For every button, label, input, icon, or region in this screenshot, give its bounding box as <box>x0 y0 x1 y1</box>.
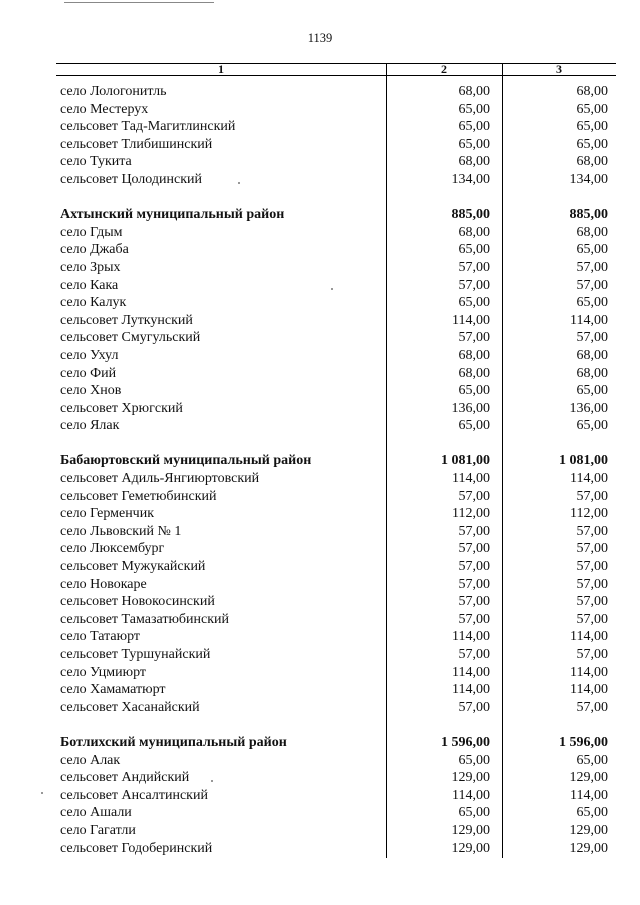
row-value-col3: 114,00 <box>570 629 608 645</box>
row-value-col3: 114,00 <box>570 664 608 680</box>
row-name: сельсовет Андийский <box>60 770 190 786</box>
table-row <box>56 329 616 347</box>
row-name: село Ашали <box>60 805 132 821</box>
table-row <box>56 523 616 541</box>
row-value-col2: 65,00 <box>458 101 490 117</box>
table-row <box>56 505 616 523</box>
row-value-col3: 57,00 <box>576 541 608 557</box>
table-row <box>56 224 616 242</box>
row-value-col3: 114,00 <box>570 471 608 487</box>
row-value-col2: 112,00 <box>452 506 490 522</box>
table-row <box>56 558 616 576</box>
table-row <box>56 400 616 418</box>
row-value-col2: 57,00 <box>458 277 490 293</box>
row-value-col2: 65,00 <box>458 295 490 311</box>
district-total-row <box>56 452 616 470</box>
row-value-col2: 57,00 <box>458 699 490 715</box>
row-name: сельсовет Годоберинский <box>60 840 213 856</box>
table-row <box>56 488 616 506</box>
row-value-col3: 65,00 <box>576 418 608 434</box>
table-row <box>56 365 616 383</box>
row-value-col2: 885,00 <box>451 207 490 223</box>
row-value-col2: 57,00 <box>458 611 490 627</box>
row-name: село Герменчик <box>60 506 155 522</box>
row-name: сельсовет Туршунайский <box>60 647 211 662</box>
table-row <box>56 804 616 822</box>
row-value-col3: 129,00 <box>569 770 608 786</box>
row-name: сельсовет Луткунский <box>60 312 193 328</box>
table-row <box>56 699 616 717</box>
row-name: село Гдым <box>60 224 123 240</box>
row-value-col3: 136,00 <box>569 400 608 416</box>
row-name: село Львовский № 1 <box>60 523 182 539</box>
row-value-col3: 114,00 <box>570 312 608 328</box>
row-value-col3: 65,00 <box>576 805 608 821</box>
scan-speck <box>238 182 240 184</box>
table-body <box>56 83 616 857</box>
table-spacer-row <box>56 435 616 453</box>
row-value-col3: 68,00 <box>576 154 608 170</box>
row-value-col3: 68,00 <box>576 347 608 363</box>
page-number: 1139 <box>307 31 333 45</box>
scan-speck <box>41 792 43 794</box>
row-value-col3: 57,00 <box>576 647 608 662</box>
row-name: сельсовет Адиль-Янгиюртовский <box>60 471 260 487</box>
row-name: село Татаюрт <box>60 629 141 645</box>
row-name: сельсовет Мужукайский <box>60 559 206 575</box>
table-row <box>56 593 616 611</box>
row-name: село Лологонитль <box>60 84 167 99</box>
row-value-col2: 57,00 <box>458 559 490 575</box>
row-name: село Уцмиюрт <box>60 664 147 680</box>
row-value-col2: 68,00 <box>458 224 490 240</box>
row-value-col2: 65,00 <box>458 119 490 135</box>
table-row <box>56 382 616 400</box>
district-total-row <box>56 734 616 752</box>
row-name: село Ухул <box>60 347 119 363</box>
table-row <box>56 576 616 594</box>
row-name: село Новокаре <box>60 576 147 592</box>
row-value-col2: 129,00 <box>451 840 490 856</box>
row-value-col3: 68,00 <box>576 224 608 240</box>
row-name: сельсовет Смугульский <box>60 330 201 346</box>
table-row <box>56 101 616 119</box>
table-row <box>56 840 616 858</box>
row-name: село Зрых <box>60 259 121 275</box>
row-value-col3: 57,00 <box>576 488 608 504</box>
row-value-col2: 57,00 <box>458 576 490 592</box>
row-value-col2: 129,00 <box>451 822 490 838</box>
row-value-col3: 1 081,00 <box>559 453 608 469</box>
table-row <box>56 417 616 435</box>
row-value-col2: 114,00 <box>452 312 490 328</box>
district-total-row <box>56 206 616 224</box>
column-header-3: 3 <box>556 62 562 76</box>
row-value-col2: 68,00 <box>458 365 490 381</box>
row-name: село Люксембург <box>60 541 165 557</box>
row-name: село Местерух <box>60 101 149 117</box>
row-name: сельсовет Хрюгский <box>60 400 183 416</box>
allocation-table <box>56 63 616 863</box>
row-value-col2: 114,00 <box>452 664 490 680</box>
row-value-col3: 65,00 <box>576 119 608 135</box>
table-row <box>56 470 616 488</box>
row-name: сельсовет Хасанайский <box>60 699 200 715</box>
table-row <box>56 259 616 277</box>
row-value-col2: 57,00 <box>458 594 490 610</box>
row-name: село Хамаматюрт <box>60 682 166 698</box>
row-value-col3: 65,00 <box>576 295 608 311</box>
row-value-col3: 57,00 <box>576 699 608 715</box>
scan-edge-line <box>64 2 214 3</box>
row-value-col2: 57,00 <box>458 259 490 275</box>
row-value-col3: 57,00 <box>576 259 608 275</box>
row-value-col2: 134,00 <box>451 171 490 187</box>
row-name: Бабаюртовский муниципальный район <box>60 453 312 469</box>
row-value-col2: 68,00 <box>458 84 490 99</box>
scan-speck <box>331 288 333 290</box>
row-value-col2: 57,00 <box>458 541 490 557</box>
row-name: село Кака <box>60 277 119 293</box>
table-row <box>56 277 616 295</box>
row-name: сельсовет Геметюбинский <box>60 488 217 504</box>
row-value-col3: 65,00 <box>576 752 608 768</box>
row-value-col2: 57,00 <box>458 647 490 662</box>
row-value-col2: 65,00 <box>458 383 490 399</box>
row-name: село Хнов <box>60 383 122 399</box>
row-value-col2: 65,00 <box>458 805 490 821</box>
row-name: село Калук <box>60 295 127 311</box>
row-value-col2: 114,00 <box>452 471 490 487</box>
table-row <box>56 628 616 646</box>
table-row <box>56 312 616 330</box>
row-name: село Алак <box>60 752 121 768</box>
row-value-col2: 114,00 <box>452 629 490 645</box>
table-row <box>56 83 616 101</box>
table-row <box>56 822 616 840</box>
table-row <box>56 664 616 682</box>
row-value-col3: 57,00 <box>576 277 608 293</box>
row-value-col3: 57,00 <box>576 559 608 575</box>
table-row <box>56 787 616 805</box>
scan-speck <box>211 780 213 782</box>
row-value-col2: 68,00 <box>458 154 490 170</box>
row-value-col3: 68,00 <box>576 365 608 381</box>
row-value-col3: 57,00 <box>576 330 608 346</box>
row-value-col2: 114,00 <box>452 682 490 698</box>
table-row <box>56 540 616 558</box>
row-value-col2: 1 596,00 <box>441 734 490 750</box>
table-row <box>56 681 616 699</box>
row-value-col2: 65,00 <box>458 242 490 258</box>
row-name: сельсовет Тад-Магитлинский <box>60 119 236 135</box>
row-name: село Гагатли <box>60 822 136 838</box>
row-value-col3: 65,00 <box>576 136 608 152</box>
row-value-col2: 1 081,00 <box>441 453 490 469</box>
row-value-col3: 129,00 <box>569 822 608 838</box>
table-spacer-row <box>56 716 616 734</box>
row-value-col3: 112,00 <box>570 506 608 522</box>
row-name: сельсовет Тамазатюбинский <box>60 611 230 627</box>
row-value-col2: 57,00 <box>458 523 490 539</box>
row-value-col3: 57,00 <box>576 611 608 627</box>
row-value-col2: 65,00 <box>458 752 490 768</box>
row-value-col2: 57,00 <box>458 488 490 504</box>
row-value-col3: 1 596,00 <box>559 734 608 750</box>
row-value-col2: 129,00 <box>451 770 490 786</box>
column-header-1: 1 <box>218 62 224 76</box>
table-row <box>56 153 616 171</box>
row-value-col2: 65,00 <box>458 418 490 434</box>
row-name: село Тукита <box>60 154 132 170</box>
row-value-col2: 57,00 <box>458 330 490 346</box>
row-name: село Ялак <box>60 418 120 434</box>
row-name: село Джаба <box>60 242 129 258</box>
table-row <box>56 646 616 664</box>
row-value-col3: 134,00 <box>569 171 608 187</box>
table-row <box>56 769 616 787</box>
column-header-2: 2 <box>441 62 447 76</box>
row-value-col2: 68,00 <box>458 347 490 363</box>
row-value-col3: 57,00 <box>576 523 608 539</box>
row-name: Ботлихский муниципальный район <box>60 734 287 750</box>
row-value-col3: 57,00 <box>576 576 608 592</box>
table-row <box>56 171 616 189</box>
table-row <box>56 347 616 365</box>
row-value-col3: 65,00 <box>576 101 608 117</box>
row-value-col3: 68,00 <box>576 84 608 99</box>
row-value-col2: 114,00 <box>452 787 490 803</box>
row-value-col3: 129,00 <box>569 840 608 856</box>
row-name: сельсовет Цолодинский <box>60 171 202 187</box>
table-row <box>56 241 616 259</box>
table-row <box>56 611 616 629</box>
row-name: сельсовет Новокосинский <box>60 594 215 610</box>
row-name: сельсовет Ансалтинский <box>60 787 208 803</box>
row-name: село Фий <box>60 365 117 381</box>
row-value-col3: 57,00 <box>576 594 608 610</box>
table-row <box>56 294 616 312</box>
table-row <box>56 136 616 154</box>
row-value-col3: 65,00 <box>576 242 608 258</box>
row-value-col2: 136,00 <box>451 400 490 416</box>
row-value-col3: 114,00 <box>570 682 608 698</box>
row-value-col3: 885,00 <box>569 207 608 223</box>
row-name: Ахтынский муниципальный район <box>60 207 285 223</box>
table-spacer-row <box>56 189 616 207</box>
row-value-col3: 114,00 <box>570 787 608 803</box>
row-value-col3: 65,00 <box>576 383 608 399</box>
table-row <box>56 752 616 770</box>
row-name: сельсовет Тлибишинский <box>60 136 213 152</box>
row-value-col2: 65,00 <box>458 136 490 152</box>
table-row <box>56 118 616 136</box>
table-header-border <box>56 75 616 76</box>
